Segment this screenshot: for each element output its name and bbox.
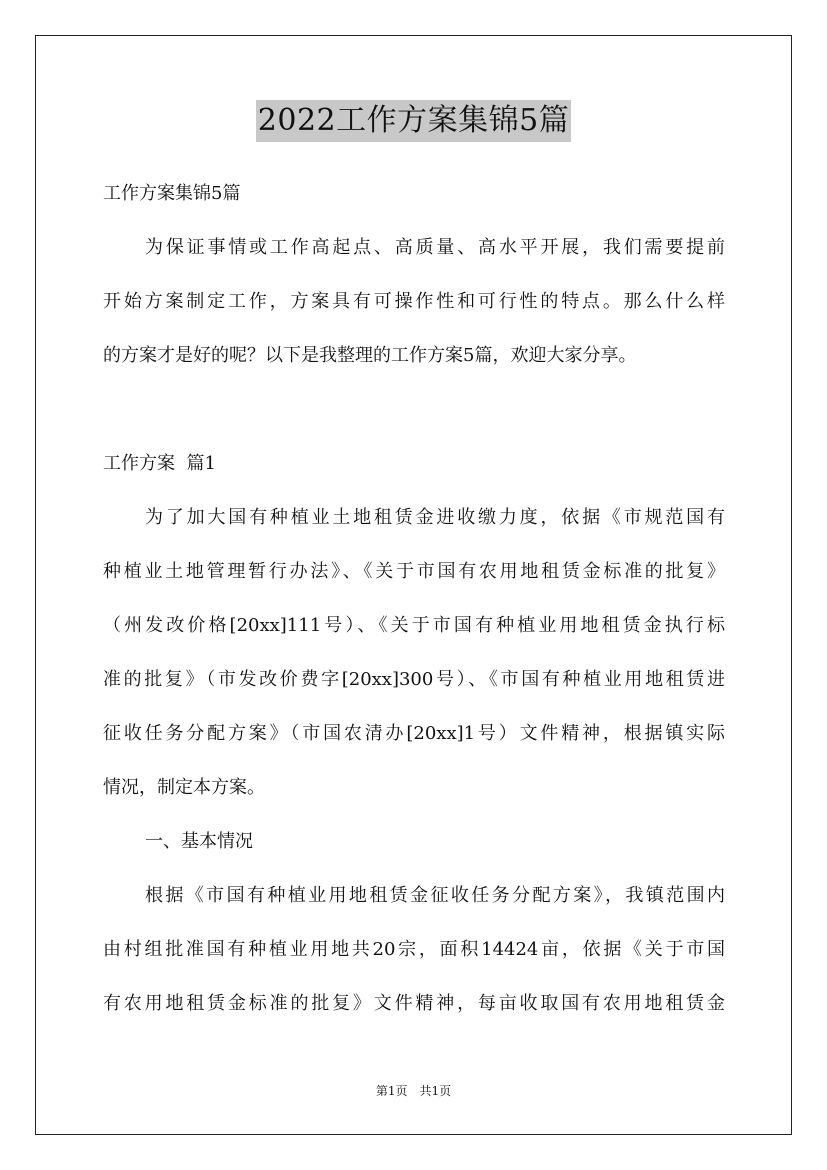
paragraph-line: 根据《市国有种植业用地租赁金征收任务分配方案》，我镇范围内: [145, 885, 725, 906]
page-footer: [0, 1083, 827, 1099]
paragraph-line: （州发改价格[20xx]111号）、《关于市国有种植业用地租赁金执行标: [103, 615, 725, 636]
page-number-current: 第1页: [375, 1084, 408, 1098]
paragraph-line: 有农用地租赁金标准的批复》文件精神，每亩收取国有农用地租赁金: [103, 993, 725, 1014]
paragraph-line: 由村组批准国有种植业用地共20宗，面积14424亩，依据《关于市国: [103, 939, 725, 960]
title-container: [0, 100, 827, 142]
paragraph-line: 准的批复》（市发改价费字[20xx]300号）、《市国有种植业用地租赁进: [103, 669, 725, 690]
section-heading: 工作方案 篇1: [103, 453, 216, 474]
document-subtitle-block: [103, 167, 725, 221]
intro-line: 的方案才是好的呢？以下是我整理的工作方案5篇，欢迎大家分享。: [103, 345, 637, 366]
document-subtitle: 工作方案集锦5篇: [103, 183, 241, 204]
section-heading-block: [103, 437, 725, 491]
page-number-total: 共1页: [419, 1084, 452, 1098]
intro-line: 为保证事情或工作高起点、高质量、高水平开展，我们需要提前: [145, 237, 725, 258]
sub-heading-block: [103, 815, 725, 869]
paragraph-1: [103, 491, 725, 815]
paragraph-line: 种植业土地管理暂行办法》、《关于市国有农用地租赁金标准的批复》: [103, 561, 725, 582]
sub-heading: 一、基本情况: [145, 831, 253, 852]
paragraph-line: 为了加大国有种植业土地租赁金进收缴力度，依据《市规范国有: [145, 507, 725, 528]
document-title: 2022工作方案集锦5篇: [256, 100, 571, 142]
intro-line: 开始方案制定工作，方案具有可操作性和可行性的特点。那么什么样: [103, 291, 725, 312]
paragraph-2: [103, 869, 725, 1031]
intro-paragraph: [103, 221, 725, 383]
paragraph-line: 情况，制定本方案。: [103, 777, 265, 798]
paragraph-line: 征收任务分配方案》（市国农清办[20xx]1号）文件精神，根据镇实际: [103, 723, 725, 744]
